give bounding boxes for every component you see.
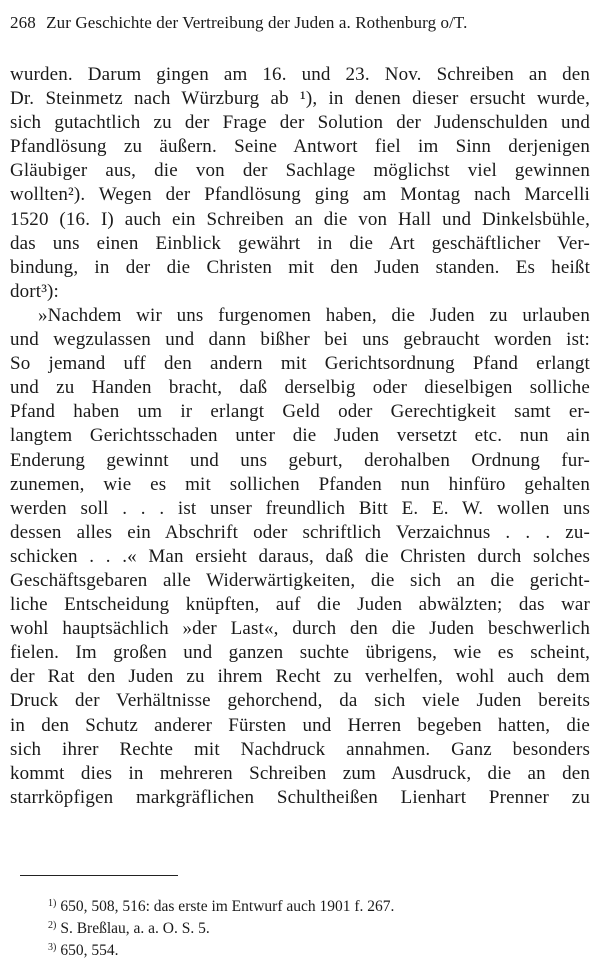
text-line: in den Schutz anderer Fürsten und Herren begeben hatten, die — [10, 714, 590, 736]
quote-line: werden soll . . . ist unser freundlich Bitt E. E. W. wollen uns — [10, 497, 590, 519]
text-line: Pfandlösung zu äußern. Seine Antwort fiel im Sinn derjenigen — [10, 136, 590, 158]
quote-line: Pfand haben um ir erlangt Geld oder Gerechtigkeit samt er- — [10, 401, 590, 423]
page-number: 268 — [10, 13, 36, 32]
text-line: dort³): — [10, 280, 59, 302]
text-line: wurden. Darum gingen am 16. und 23. Nov. Schreiben an den — [10, 64, 590, 85]
running-title: Zur Geschichte der Vertreibung der Juden a. Rothenburg o/T. — [46, 13, 468, 32]
text-line: 1520 (16. I) auch ein Schreiben an die von Hall und Dinkelsbühle, — [10, 208, 590, 230]
text-line: sich ihrer Rechte mit Nachdruck annahmen. Ganz besonders — [10, 738, 590, 760]
quote-line: Enderung gewinnt und uns geburt, derohalben Ordnung fur- — [10, 449, 590, 471]
footnote — [48, 937, 568, 959]
quote-line: So jemand uff den andern mit Gerichtsordnung Pfand erlangt — [10, 353, 590, 375]
footnote-mark: 2) — [48, 920, 57, 931]
footnotes — [48, 893, 568, 959]
main-text — [10, 63, 590, 810]
running-header — [10, 12, 590, 34]
text-line: fielen. Im großen und ganzen suchte übrigens, wie es scheint, — [10, 642, 590, 664]
text-line: wohl hauptsächlich »der Last«, durch den die Juden beschwerlich — [10, 618, 590, 640]
footnote-divider — [20, 875, 178, 876]
text-line: Druck der Verhältnisse gehorchend, da sich viele Juden bereits — [10, 690, 590, 712]
footnote-text: 650, 554. — [60, 942, 119, 959]
footnote-text: 650, 508, 516: das erste im Entwurf auch 1901 f. 267. — [60, 898, 395, 915]
quote-line: »Nachdem wir uns furgenomen haben, die Juden zu urlauben — [38, 304, 590, 326]
text-line: das uns einen Einblick gewährt in die Art geschäftlicher Ver- — [10, 232, 590, 254]
text-line: sich gutachtlich zu der Frage der Solution der Judenschulden und — [10, 112, 590, 134]
footnote-text: S. Breßlau, a. a. O. S. 5. — [60, 920, 210, 937]
footnote — [48, 893, 568, 915]
text-line: der Rat den Juden zu ihrem Recht zu verhelfen, wohl auch dem — [10, 666, 590, 688]
footnote-mark: 1) — [48, 898, 57, 909]
quote-line: und zu Handen bracht, daß derselbig oder dieselbigen solliche — [10, 377, 590, 399]
text-line: bindung, in der die Christen mit den Juden standen. Es heißt — [10, 256, 590, 278]
quote-line: langtem Gerichtsschaden unter die Juden versetzt etc. nun ain — [10, 425, 590, 447]
text-line: starrköpfigen markgräflichen Schultheißen Lienhart Prenner zu — [10, 786, 590, 808]
footnote — [48, 915, 568, 937]
footnote-mark: 3) — [48, 942, 57, 953]
text-line: Gläubiger aus, die von der Sachlage möglichst viel gewinnen — [10, 160, 590, 182]
quote-line: zunemen, wie es mit sollichen Pfanden nun hinfüro gehalten — [10, 473, 590, 495]
text-line: Dr. Steinmetz nach Würzburg ab ¹), in denen dieser ersucht wurde, — [10, 88, 590, 110]
text-line: liche Entscheidung knüpften, auf die Juden abwälzten; das war — [10, 594, 590, 616]
text-line: schicken . . .« Man ersieht daraus, daß die Christen durch solches — [10, 545, 590, 567]
quote-line: und wegzulassen und dann bißher bei uns gebraucht worden ist: — [10, 329, 590, 351]
text-line: kommt dies in mehreren Schreiben zum Ausdruck, die an den — [10, 762, 590, 784]
text-line: wollten²). Wegen der Pfandlösung ging am Montag nach Marcelli — [10, 184, 590, 206]
quote-line: dessen alles ein Abschrift oder schriftlich Verzaichnus . . . zu- — [10, 521, 590, 543]
text-line: Geschäftsgebaren alle Widerwärtigkeiten, die sich an die gericht- — [10, 569, 590, 591]
